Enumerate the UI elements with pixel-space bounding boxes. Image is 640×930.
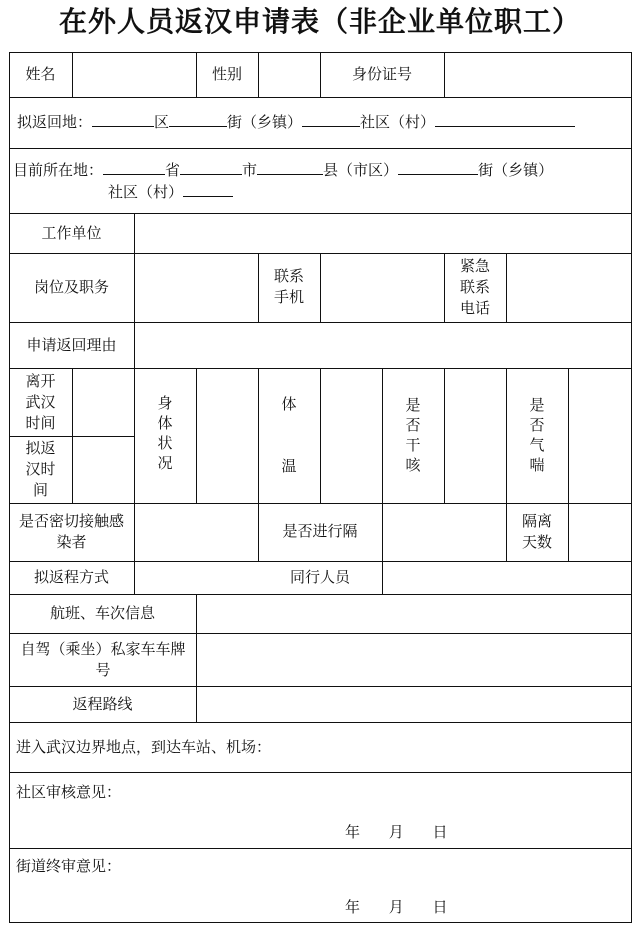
col-line: [134, 213, 135, 594]
row-line: [9, 561, 632, 562]
row-line: [9, 594, 632, 595]
col-line: [196, 594, 197, 722]
province-label: 省: [165, 161, 181, 179]
row-line: [9, 503, 632, 504]
companions-label: 同行人员: [289, 568, 350, 586]
row-line: [9, 148, 632, 149]
street-blank: [169, 112, 227, 127]
county-blank: [257, 160, 323, 175]
emergency-phone-label: 紧急联系电话: [460, 257, 491, 317]
temperature-label-bottom: 温: [281, 457, 297, 475]
leave-time-label: 离开武汉时间: [25, 372, 56, 432]
health-status-label: 身体状况: [157, 394, 173, 472]
street-blank: [398, 160, 478, 175]
row-line: [9, 633, 632, 634]
travel-mode-label: 拟返程方式: [33, 568, 109, 586]
col-line: [382, 368, 383, 594]
car-plate-label: 自驾（乘坐）私家车车牌号: [20, 640, 186, 679]
flight-info-label: 航班、车次信息: [49, 604, 155, 622]
community-label: 社区（村）: [108, 183, 184, 201]
isolation-label: 是否进行隔: [282, 522, 358, 540]
col-line: [258, 52, 259, 97]
community-date: 年 月 日: [345, 823, 448, 841]
col-line: [320, 368, 321, 503]
col-line: [196, 368, 197, 503]
col-line: [444, 368, 445, 503]
wheezing-label: 是否气喘: [529, 396, 545, 474]
district-label: 区: [154, 113, 170, 131]
row-line: [9, 213, 632, 214]
province-blank: [103, 160, 165, 175]
county-label: 县（市区）: [323, 161, 399, 179]
name-label: 姓名: [25, 65, 56, 83]
return-destination-line: [17, 112, 575, 133]
work-unit-label: 工作单位: [41, 224, 102, 242]
col-line: [444, 253, 445, 322]
row-line: [9, 772, 632, 773]
community-blank: [302, 112, 360, 127]
isolation-days-label: 隔离天数: [521, 512, 552, 551]
street-opinion-label: 街道终审意见：: [16, 857, 122, 875]
return-time-label: 拟返汉时间: [25, 439, 56, 499]
street-label: 街（乡镇）: [227, 113, 303, 131]
col-line: [444, 52, 445, 97]
col-line: [72, 368, 73, 503]
street-label: 街（乡镇）: [478, 161, 554, 179]
current-community-line: [108, 182, 233, 203]
form-title: 在外人员返汉申请表（非企业单位职工）: [58, 5, 581, 38]
route-label: 返程路线: [72, 695, 133, 713]
street-date: 年 月 日: [345, 898, 448, 916]
row-line: [9, 97, 632, 98]
temperature-label-top: 体: [281, 395, 297, 413]
row-line: [9, 722, 632, 723]
gender-label: 性别: [211, 65, 242, 83]
col-line: [320, 253, 321, 322]
col-line: [506, 253, 507, 322]
community-opinion-label: 社区审核意见：: [16, 783, 122, 801]
col-line: [506, 368, 507, 561]
current-location-line: [13, 160, 553, 181]
col-line: [72, 52, 73, 97]
col-line: [568, 368, 569, 561]
city-label: 市: [242, 161, 258, 179]
district-blank: [92, 112, 154, 127]
city-blank: [180, 160, 242, 175]
row-line: [9, 322, 632, 323]
id-number-label: 身份证号: [351, 65, 412, 83]
dry-cough-label: 是否干咳: [405, 396, 421, 474]
col-line: [258, 253, 259, 322]
entry-point-label: 进入武汉边界地点，到达车站、机场：: [16, 738, 272, 756]
row-line: [9, 686, 632, 687]
close-contact-label: 是否密切接触感染者: [18, 512, 124, 551]
position-label: 岗位及职务: [33, 278, 109, 296]
return-destination-label: 拟返回地：: [17, 113, 93, 131]
community-blank: [183, 182, 233, 197]
community-name-blank: [435, 112, 575, 127]
row-line: [9, 848, 632, 849]
community-label: 社区（村）: [360, 113, 436, 131]
mobile-label: 联系手机: [274, 267, 305, 306]
current-location-label: 目前所在地：: [13, 161, 104, 179]
reason-label: 申请返回理由: [26, 336, 117, 354]
